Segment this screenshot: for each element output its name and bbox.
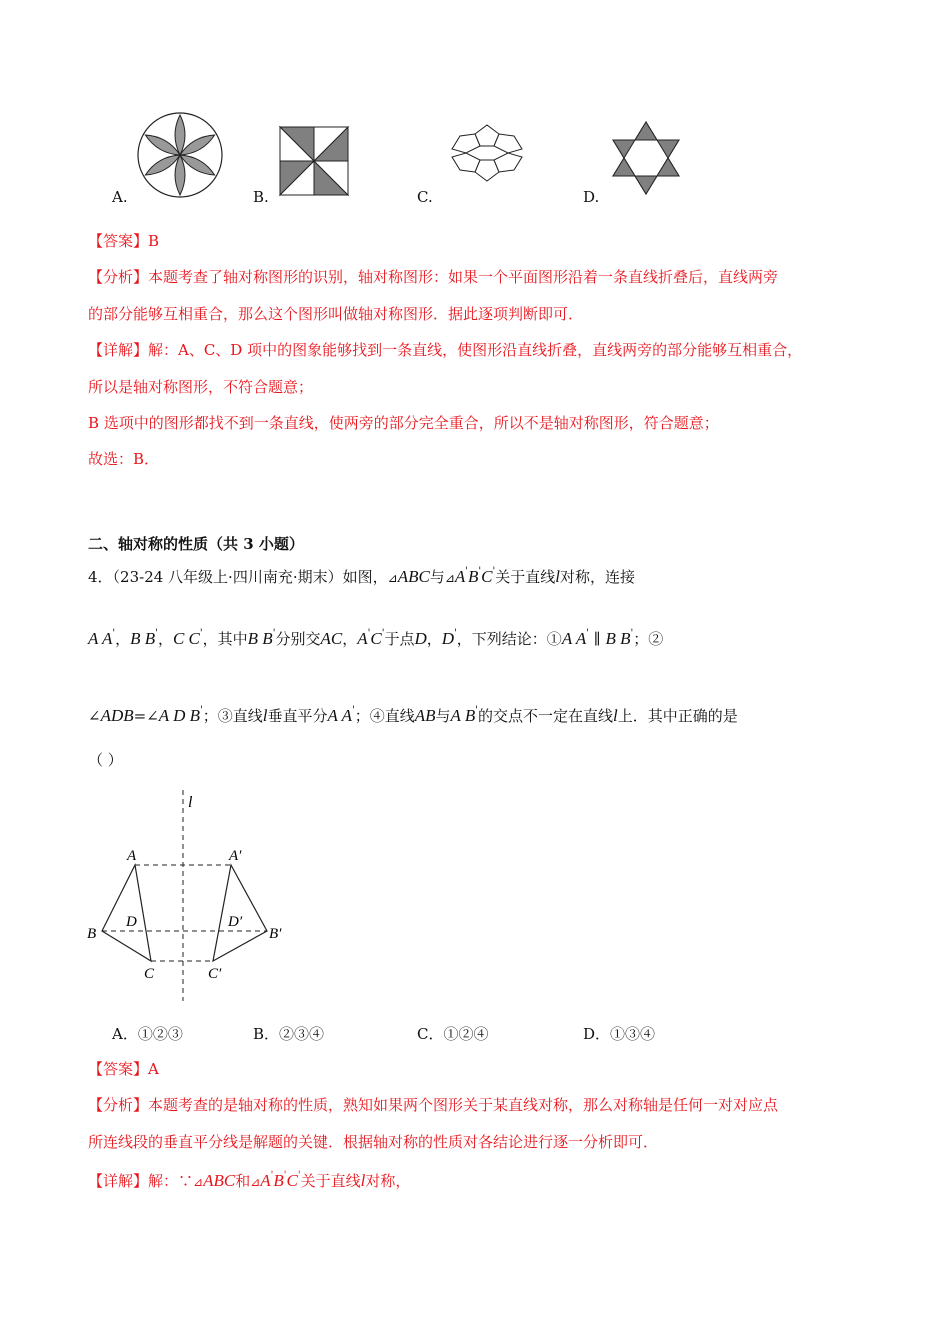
q4-sym-end: 对称，连接 bbox=[560, 568, 636, 586]
point-d: D bbox=[414, 629, 427, 648]
q4-detail-end: 关于直线 bbox=[300, 1172, 361, 1190]
section-title: 二、轴对称的性质（共 3 小题） bbox=[88, 535, 304, 553]
q4-answer-parentheses: （ ） bbox=[88, 751, 123, 769]
label-l: l bbox=[188, 794, 193, 811]
line-l-3: l bbox=[613, 706, 618, 725]
q4-analysis-line2: 所连线段的垂直平分线是解题的关键．根据轴对称的性质对各结论进行逐一分析即可． bbox=[88, 1133, 659, 1151]
triangle-abc-shape bbox=[102, 865, 151, 961]
prime-mark: ' bbox=[454, 628, 457, 639]
detail-line-l: l bbox=[360, 1171, 366, 1190]
angle-adb: ADB bbox=[100, 706, 134, 725]
triangle-abc: ABC bbox=[397, 567, 430, 586]
q4-semi-2: ；② bbox=[633, 630, 664, 648]
q3-option-b-label: B. bbox=[253, 188, 269, 206]
q4-stem-line1 bbox=[88, 560, 635, 590]
conclusion1-aa: A A bbox=[561, 629, 587, 648]
conclusion1-bb: B B bbox=[605, 629, 631, 648]
q4-stem-line3 bbox=[88, 699, 738, 728]
option-c-pentagon-ring-figure bbox=[444, 122, 530, 196]
segment-ac: AC bbox=[320, 629, 343, 648]
q3-option-a-label: A. bbox=[112, 188, 128, 206]
q4-c4-end2: 上．其中正确的是 bbox=[617, 707, 738, 725]
detail-a-prime: A bbox=[260, 1171, 271, 1190]
q4-option-c-text: ①②④ bbox=[443, 1025, 489, 1043]
label-a-prime: A′ bbox=[229, 848, 242, 864]
prime-mark: ' bbox=[586, 628, 589, 639]
q4-option-d[interactable] bbox=[583, 1023, 655, 1044]
prime-mark: ' bbox=[630, 628, 634, 639]
q4-option-c[interactable] bbox=[417, 1023, 489, 1044]
parallel-symbol: ∥ bbox=[588, 630, 606, 648]
q4-where: ，其中 bbox=[202, 630, 248, 648]
detail-triangle-abc: ABC bbox=[203, 1171, 236, 1190]
segment-bb: B B bbox=[130, 629, 156, 648]
q4-option-d-letter: D． bbox=[583, 1025, 611, 1043]
option-a-flower-figure bbox=[135, 110, 225, 200]
q4-detail-sym: 对称， bbox=[365, 1172, 411, 1190]
triangle-symbol: ⊿ bbox=[387, 571, 398, 585]
q4-c4-end: 的交点不一定在直线 bbox=[477, 707, 613, 725]
point-d-prime: D bbox=[441, 629, 455, 648]
equals-sign: = bbox=[133, 707, 147, 725]
comma: ， bbox=[426, 630, 442, 648]
triangle-b-prime: B bbox=[468, 567, 479, 586]
triangle-symbol-2: ⊿ bbox=[444, 571, 455, 585]
comma: ， bbox=[342, 630, 358, 648]
segment-cc: C C bbox=[172, 629, 200, 648]
q4-analysis-line1: 【分析】本题考查的是轴对称的性质，熟知如果两个图形关于某直线对称，那么对称轴是任何一对对应点 bbox=[88, 1096, 779, 1114]
prime-mark: ' bbox=[270, 1170, 274, 1181]
q4-detail-line1 bbox=[88, 1164, 410, 1194]
q3-analysis-line1: 【分析】本题考查了轴对称图形的识别，轴对称图形：如果一个平面图形沿着一条直线折叠后，直线两旁 bbox=[88, 268, 779, 286]
q4-option-a[interactable] bbox=[112, 1023, 183, 1044]
q4-detail-and: 和 bbox=[235, 1172, 251, 1190]
q4-option-a-letter: A． bbox=[112, 1025, 138, 1043]
prime-mark: ' bbox=[272, 628, 276, 639]
prime-mark: ' bbox=[475, 705, 478, 716]
prime-mark: ' bbox=[199, 628, 203, 639]
q4-option-a-text: ①②③ bbox=[137, 1025, 183, 1043]
prime-mark: ' bbox=[112, 628, 116, 639]
q4-with: 与 bbox=[429, 568, 445, 586]
q4-answer: 【答案】A bbox=[88, 1060, 159, 1078]
prime-mark: ' bbox=[200, 705, 203, 716]
q4-at-point: 于点 bbox=[384, 630, 415, 648]
q4-c4: ；④直线 bbox=[354, 707, 415, 725]
q4-c3-b: 垂直平分 bbox=[267, 707, 328, 725]
q3-detail-line4: 故选：B． bbox=[88, 450, 160, 468]
angle-adb-prime: A D B bbox=[158, 706, 201, 725]
comma: ， bbox=[157, 630, 173, 648]
segment-aa: A A bbox=[88, 629, 113, 648]
q4-conclusions: ，下列结论：① bbox=[456, 630, 562, 648]
q4-symmetry-figure bbox=[80, 785, 300, 1005]
detail-c-prime: C bbox=[286, 1171, 298, 1190]
triangle-symbol-4: ⊿ bbox=[250, 1175, 261, 1189]
segment-ac-prime-a: A bbox=[357, 629, 368, 648]
line-l-2: l bbox=[262, 706, 268, 725]
q3-detail-line3: B 选项中的图形都找不到一条直线，使两旁的部分完全重合，所以不是轴对称图形，符合题意； bbox=[88, 414, 719, 432]
angle-symbol-2: ∠ bbox=[146, 707, 159, 725]
line-ab: AB bbox=[414, 706, 436, 725]
q3-detail-line1: 【详解】解：A、C、D 项中的图象能够找到一条直线，使图形沿直线折叠，直线两旁的部分能够互相重合， bbox=[88, 341, 803, 359]
q4-number: 4． bbox=[88, 568, 113, 586]
prime-mark: ' bbox=[381, 628, 385, 639]
option-d-star-of-david-figure bbox=[610, 120, 682, 196]
q4-cross: 分别交 bbox=[275, 630, 321, 648]
label-b: B bbox=[87, 926, 97, 942]
prime-mark: ' bbox=[478, 566, 482, 577]
triangle-symbol-3: ⊿ bbox=[193, 1175, 204, 1189]
prime-mark: ' bbox=[465, 566, 469, 577]
detail-b-prime: B bbox=[273, 1171, 284, 1190]
q3-answer: 【答案】B bbox=[88, 232, 160, 250]
prime-mark: ' bbox=[155, 628, 158, 639]
triangle-a-prime: A bbox=[454, 567, 466, 586]
q4-detail-intro: 【详解】解：∵ bbox=[88, 1172, 194, 1190]
label-b-prime: B′ bbox=[269, 926, 282, 942]
label-c: C bbox=[144, 966, 155, 982]
line-ab-prime: A B bbox=[450, 706, 476, 725]
q4-option-b-letter: B． bbox=[253, 1025, 280, 1043]
segment-ac-prime-c: C bbox=[370, 629, 382, 648]
q4-option-b-text: ②③④ bbox=[279, 1025, 325, 1043]
segment-aa-2: A A bbox=[327, 706, 352, 725]
label-d-prime: D′ bbox=[228, 914, 243, 930]
line-l: l bbox=[555, 567, 560, 586]
q4-stem-line2 bbox=[88, 622, 663, 651]
q3-option-d-label: D. bbox=[583, 188, 600, 206]
segment-bb-2: B B bbox=[247, 629, 273, 648]
q3-analysis-line2: 的部分能够互相重合，那么这个图形叫做轴对称图形．据此逐项判断即可． bbox=[88, 305, 584, 323]
q3-option-c-label: C. bbox=[417, 188, 433, 206]
q4-stem-intro: 如图， bbox=[342, 568, 388, 586]
q4-option-b[interactable] bbox=[253, 1023, 324, 1044]
q3-detail-line2: 所以是轴对称图形，不符合题意； bbox=[88, 378, 314, 396]
q4-c3: ；③直线 bbox=[202, 707, 263, 725]
comma: ， bbox=[115, 630, 131, 648]
triangle-c-prime: C bbox=[481, 567, 493, 586]
prime-mark: ' bbox=[492, 566, 496, 577]
prime-mark: ' bbox=[283, 1170, 287, 1181]
q4-source: （23-24 八年级上·四川南充·期末） bbox=[112, 568, 343, 586]
q4-option-d-text: ①③④ bbox=[610, 1025, 656, 1043]
prime-mark: ' bbox=[367, 628, 371, 639]
option-b-pinwheel-figure bbox=[278, 125, 350, 197]
q4-option-c-letter: C． bbox=[417, 1025, 444, 1043]
prime-mark: ' bbox=[297, 1170, 301, 1181]
label-a: A bbox=[127, 848, 137, 864]
q4-c4-mid: 与 bbox=[435, 707, 451, 725]
triangle-abc-prime-shape bbox=[213, 865, 267, 961]
q4-sym-text: 关于直线 bbox=[495, 568, 556, 586]
label-c-prime: C′ bbox=[208, 966, 222, 982]
angle-symbol: ∠ bbox=[88, 707, 101, 725]
prime-mark: ' bbox=[351, 705, 355, 716]
label-d: D bbox=[126, 914, 137, 930]
